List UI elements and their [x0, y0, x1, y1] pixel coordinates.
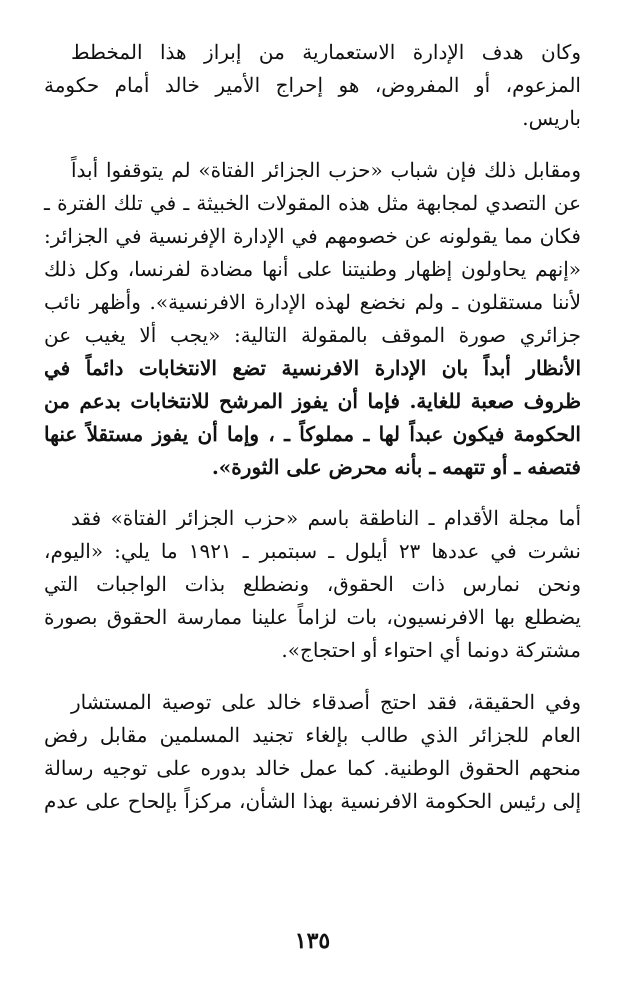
text-line: إلى رئيس الحكومة الافرنسية بهذا الشأن، مركزاً بإلحاح على عدم	[44, 789, 581, 813]
text-line: مشتركة دونما أي احتواء أو احتجاج».	[281, 638, 581, 662]
text-line: العام للجزائر الذي طالب بإلغاء تجنيد المسلمين مقابل رفض	[44, 723, 581, 747]
text-line: عن التصدي لمجابهة مثل هذه المقولات الخبيثة ـ في تلك الفترة ـ	[44, 191, 581, 215]
text-line: وفي الحقيقة، فقد احتج أصدقاء خالد على توصية المستشار	[71, 690, 581, 714]
text-line: فكان مما يقولونه عن خصومهم في الإدارة الإفرنسية في الجزائر:	[44, 224, 581, 248]
text-line: الأنظار أبداً بان الإدارة الافرنسية تضع الانتخابات دائماً في	[44, 356, 581, 380]
text-line: نشرت في عددها ٢٣ أيلول ـ سبتمبر ـ ١٩٢١ ما يلي: «اليوم،	[44, 539, 581, 563]
text-line: منحهم الحقوق الوطنية. كما عمل خالد بدوره على توجيه رسالة	[44, 756, 581, 780]
text-line: ومقابل ذلك فإن شباب «حزب الجزائر الفتاة» لم يتوقفوا أبداً	[71, 158, 581, 182]
text-line: أما مجلة الأقدام ـ الناطقة باسم «حزب الجزائر الفتاة» فقد	[71, 506, 581, 530]
text-line: الحكومة فيكون عبداً لها ـ مملوكاً ـ ، وإما أن يفوز مستقلاً عنها	[44, 422, 581, 446]
text-line: ونحن نمارس ذات الحقوق، ونضطلع بذات الواجبات التي	[44, 572, 581, 596]
page-number: ١٣٥	[294, 928, 331, 954]
text-line: فتصفه ـ أو تتهمه ـ بأنه محرض على الثورة».	[211, 455, 581, 479]
text-line: جزائري صورة الموقف بالمقولة التالية: «يجب ألا يغيب عن	[44, 323, 581, 347]
text-line: باريس.	[522, 106, 581, 130]
text-line: لأننا مستقلون ـ ولم نخضع لهذه الإدارة الافرنسية». وأظهر نائب	[44, 290, 581, 314]
text-line: المزعوم، أو المفروض، هو إحراج الأمير خالد أمام حكومة	[44, 73, 581, 97]
text-line: ظروف صعبة للغاية. فإما أن يفوز المرشح للانتخابات بدعم من	[44, 389, 581, 413]
text-line: وكان هدف الإدارة الاستعمارية من إبراز هذا المخطط	[71, 40, 581, 64]
text-line: «إنهم يحاولون إظهار وطنيتنا على أنها مضادة لفرنسا، وكل ذلك	[44, 257, 581, 281]
text-line: يضطلع بها الافرنسيون، بات لزاماً علينا ممارسة الحقوق بصورة	[44, 605, 581, 629]
